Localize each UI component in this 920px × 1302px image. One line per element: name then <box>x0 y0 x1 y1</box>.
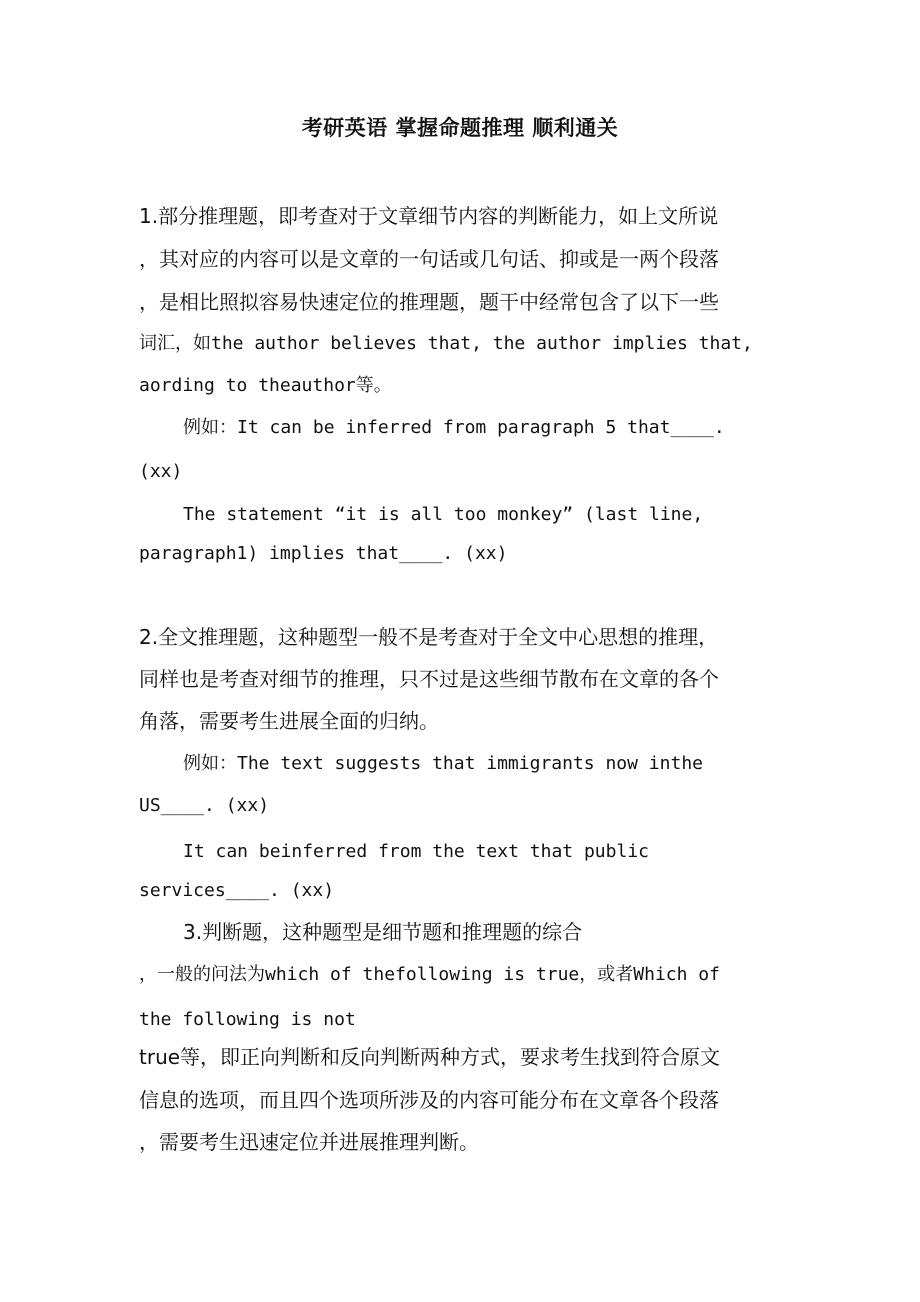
text-line-6: (xx) <box>139 461 183 482</box>
text-line-1: 1.部分推理题，即考查对于文章细节内容的判断能力，如上文所说 <box>139 204 719 228</box>
text-line-14: ，一般的问法为which of thefollowing is true，或者Which of <box>139 964 720 985</box>
example-line-4: It can beinferred from the text that public <box>183 841 649 862</box>
document-title: 考研英语 掌握命题推理 顺利通关 <box>301 116 619 140</box>
text-line-10: 角落，需要考生进展全面的归纳。 <box>139 709 439 733</box>
text-line-18: ，需要考生迅速定位并进展推理判断。 <box>139 1130 479 1154</box>
example-line-3: 例如：The text suggests that immigrants now inthe <box>183 753 703 774</box>
example-line-2: The statement “it is all too monkey” (last line, <box>183 504 704 525</box>
text-line-5: aording to theauthor等。 <box>139 375 392 396</box>
text-line-11: US____. (xx) <box>139 795 270 816</box>
text-line-12: services____. (xx) <box>139 880 335 901</box>
text-line-17: 信息的选项，而且四个选项所涉及的内容可能分布在文章各个段落 <box>139 1088 719 1112</box>
text-line-8: 2.全文推理题，这种题型一般不是考查对于全文中心思想的推理， <box>139 625 719 649</box>
text-line-9: 同样也是考查对细节的推理，只不过是这些细节散布在文章的各个 <box>139 667 719 691</box>
text-line-13: 3.判断题，这种题型是细节题和推理题的综合 <box>183 920 583 944</box>
text-line-7: paragraph1) implies that____. (xx) <box>139 543 508 564</box>
text-line-2: ，其对应的内容可以是文章的一句话或几句话、抑或是一两个段落 <box>139 247 719 271</box>
example-line-1: 例如：It can be inferred from paragraph 5 that____. <box>183 417 725 438</box>
text-line-15: the following is not <box>139 1009 356 1030</box>
text-line-3: ，是相比照拟容易快速定位的推理题，题干中经常包含了以下一些 <box>139 290 719 314</box>
text-line-16: true等，即正向判断和反向判断两种方式，要求考生找到符合原文 <box>139 1045 721 1069</box>
text-line-4: 词汇，如the author believes that, the author implies that, <box>139 333 753 354</box>
